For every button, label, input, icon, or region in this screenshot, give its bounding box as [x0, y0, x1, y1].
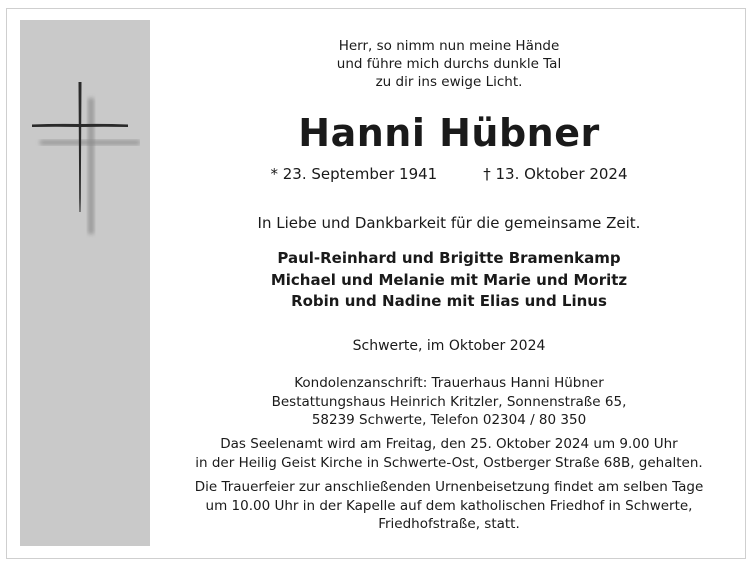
verse-line: Herr, so nimm nun meine Hände [338, 38, 560, 54]
family-list [150, 248, 748, 313]
family-member: Michael und Melanie mit Marie und Moritz [270, 270, 628, 289]
funeral-notice [150, 478, 748, 534]
thanks-line: In Liebe und Dankbarkeit für die gemeinsame Zeit. [257, 214, 641, 232]
verse [150, 37, 748, 91]
deceased-name: Hanni Hübner [298, 111, 600, 155]
place-date: Schwerte, im Oktober 2024 [352, 338, 546, 354]
death-date: † 13. Oktober 2024 [483, 165, 628, 183]
life-dates [150, 164, 748, 184]
requiem-notice [150, 435, 748, 472]
requiem-line: in der Heilig Geist Kirche in Schwerte-Ost, Ostberger Straße 68B, gehalten. [195, 454, 703, 471]
birth-date: * 23. September 1941 [270, 165, 438, 183]
condolence-line: 58239 Schwerte, Telefon 02304 / 80 350 [311, 412, 587, 428]
cross-icon [30, 78, 140, 238]
condolence-line: Bestattungshaus Heinrich Kritzler, Sonnenstraße 65, [271, 393, 627, 410]
funeral-line: Friedhofstraße, statt. [378, 516, 520, 532]
condolence-address [150, 374, 748, 430]
funeral-line: um 10.00 Uhr in der Kapelle auf dem katholischen Friedhof in Schwerte, [205, 497, 693, 514]
verse-line: und führe mich durchs dunkle Tal [336, 56, 562, 72]
requiem-line: Das Seelenamt wird am Freitag, den 25. Oktober 2024 um 9.00 Uhr [220, 436, 678, 452]
family-member: Paul-Reinhard und Brigitte Bramenkamp [277, 249, 621, 267]
family-member: Robin und Nadine mit Elias und Linus [291, 292, 607, 310]
condolence-line: Kondolenzanschrift: Trauerhaus Hanni Hübner [294, 375, 604, 391]
verse-line: zu dir ins ewige Licht. [375, 74, 523, 90]
funeral-line: Die Trauerfeier zur anschließenden Urnenbeisetzung findet am selben Tage [194, 479, 704, 495]
